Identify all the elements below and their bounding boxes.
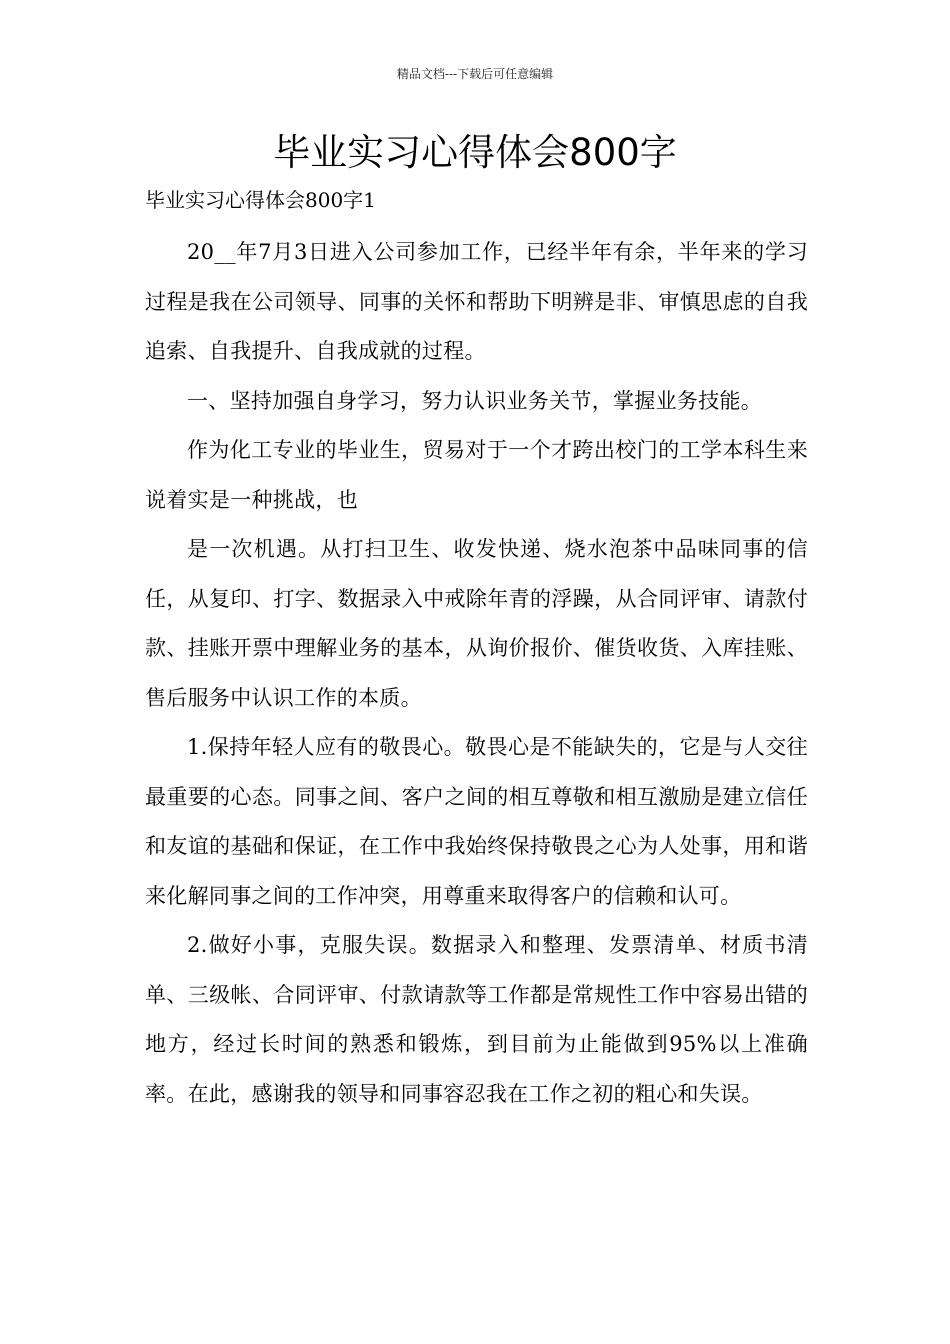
paragraph: 2.做好小事，克服失误。数据录入和整理、发票清单、材质书清单、三级帐、合同评审、付款请款等工作都是常规性工作中容易出错的地方，经过长时间的熟悉和锻炼，到目前为止能做到95%以上准确率。在此，感谢我的领导和同事容忍我在工作之初的粗心和失误。 — [145, 933, 808, 1106]
body-text — [145, 228, 808, 1119]
paragraph: 是一次机遇。从打扫卫生、收发快递、烧水泡茶中品味同事的信任，从复印、打字、数据录入中戒除年青的浮躁，从合同评审、请款付款、挂账开票中理解业务的基本，从询价报价、催货收货、入库挂账、售后服务中认识工作的本质。 — [145, 537, 808, 710]
paragraph: 20__年7月3日进入公司参加工作，已经半年有余，半年来的学习过程是我在公司领导、同事的关怀和帮助下明辨是非、审慎思虑的自我追索、自我提升、自我成就的过程。 — [145, 240, 808, 363]
header-note: 精品文档---下载后可任意编辑 — [396, 67, 554, 81]
section-subtitle: 毕业实习心得体会800字1 — [145, 188, 376, 212]
document-title: 毕业实习心得体会800字 — [273, 131, 677, 174]
paragraph: 作为化工专业的毕业生，贸易对于一个才跨出校门的工学本科生来说着实是一种挑战，也 — [145, 438, 808, 512]
paragraph: 1.保持年轻人应有的敬畏心。敬畏心是不能缺失的，它是与人交往最重要的心态。同事之间、客户之间的相互尊敬和相互激励是建立信任和友谊的基础和保证，在工作中我始终保持敬畏之心为人处事，用和谐来化解同事之间的工作冲突，用尊重来取得客户的信赖和认可。 — [145, 735, 808, 908]
paragraph: 一、坚持加强自身学习，努力认识业务关节，掌握业务技能。 — [187, 388, 763, 413]
